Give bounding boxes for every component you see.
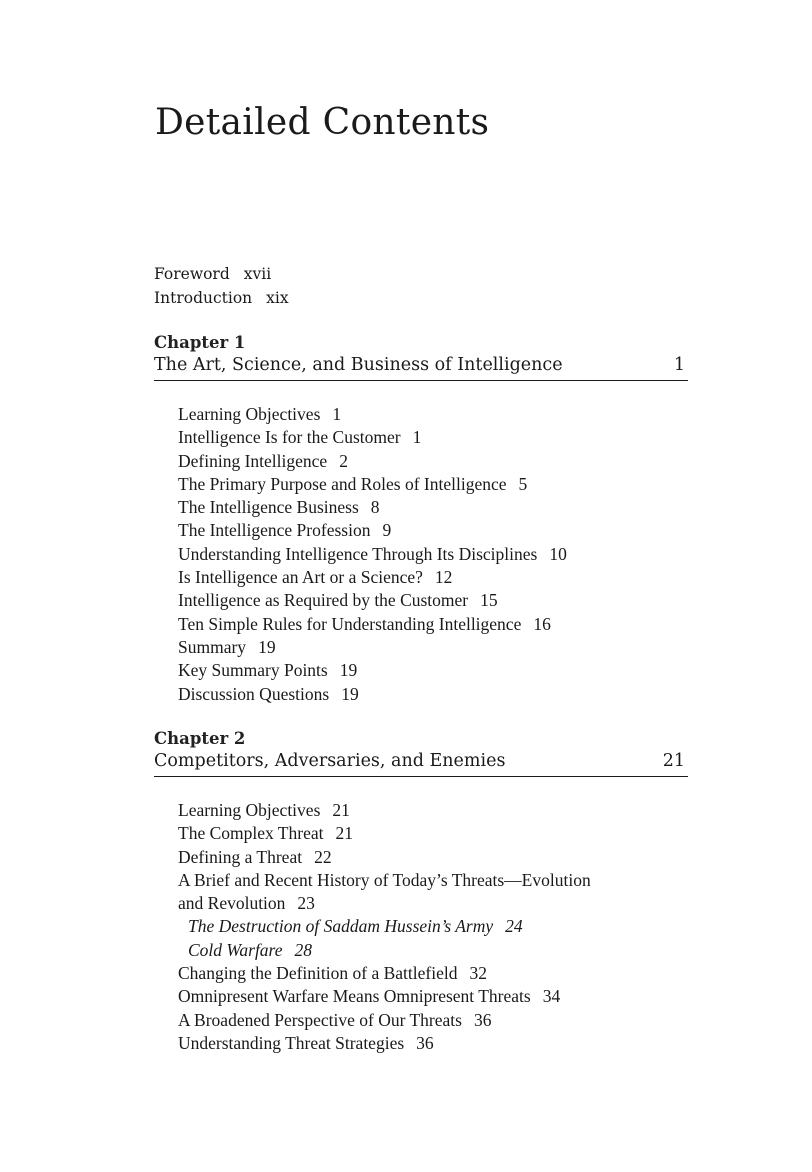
entry-page: 2 — [339, 450, 348, 471]
entry-page: 22 — [314, 846, 332, 867]
chapter-1-entries — [178, 403, 567, 706]
toc-entry[interactable] — [178, 519, 567, 542]
entry-label: and Revolution — [178, 893, 286, 914]
chapter-2-title: Competitors, Adversaries, and Enemies — [154, 751, 506, 771]
entry-page: 5 — [518, 473, 528, 494]
entry-page: 8 — [370, 497, 380, 518]
entry-page: xix — [266, 289, 289, 307]
entry-label: Intelligence as Required by the Customer — [178, 590, 469, 611]
entry-label: The Destruction of Saddam Hussein’s Army — [188, 916, 494, 937]
entry-label: Understanding Intelligence Through Its Disciplines — [178, 543, 538, 564]
toc-entry[interactable] — [178, 403, 567, 426]
entry-page: 21 — [335, 823, 353, 844]
entry-page: 16 — [533, 613, 551, 634]
entry-page: 21 — [332, 800, 350, 820]
entry-label: Omnipresent Warfare Means Omnipresent Threats — [178, 986, 531, 1007]
entry-label: Summary — [178, 636, 247, 657]
page-title: Detailed Contents — [155, 102, 490, 143]
toc-entry[interactable] — [178, 473, 567, 496]
chapter-2-heading[interactable] — [154, 751, 688, 777]
entry-label: Defining Intelligence — [178, 450, 328, 471]
entry-label: Discussion Questions — [178, 683, 330, 704]
entry-label: Key Summary Points — [178, 660, 328, 681]
entry-label: A Broadened Perspective of Our Threats — [178, 1009, 462, 1030]
toc-entry[interactable] — [178, 613, 567, 636]
entry-page: 24 — [505, 916, 523, 937]
entry-label: Understanding Threat Strategies — [178, 1032, 405, 1053]
entry-page: 36 — [416, 1032, 434, 1053]
toc-entry[interactable] — [178, 846, 591, 869]
entry-page: 19 — [258, 636, 276, 657]
toc-entry[interactable] — [178, 496, 567, 519]
entry-page: 34 — [542, 986, 561, 1007]
chapter-2-entries — [178, 799, 591, 1055]
toc-entry-foreword[interactable] — [154, 262, 289, 286]
front-matter — [154, 262, 289, 310]
entry-page: 1 — [332, 404, 342, 424]
toc-entry[interactable] — [178, 799, 591, 822]
entry-label: Learning Objectives — [178, 404, 321, 424]
chapter-1-label: Chapter 1 — [154, 333, 246, 352]
chapter-2-page: 21 — [662, 751, 685, 771]
entry-label: Is Intelligence an Art or a Science? — [178, 567, 423, 588]
toc-entry[interactable] — [178, 589, 567, 612]
toc-entry[interactable] — [178, 636, 567, 659]
entry-label: The Complex Threat — [178, 823, 324, 844]
toc-subentry[interactable] — [178, 915, 591, 938]
toc-entry-introduction[interactable] — [154, 286, 289, 310]
entry-label: The Intelligence Profession — [178, 520, 371, 541]
toc-entry[interactable] — [178, 659, 567, 682]
toc-entry[interactable] — [178, 822, 591, 845]
toc-entry[interactable] — [178, 450, 567, 473]
toc-subentry[interactable] — [178, 939, 591, 962]
entry-page: 10 — [549, 543, 567, 564]
entry-page: 12 — [434, 567, 453, 588]
toc-entry[interactable] — [178, 962, 591, 985]
entry-label: A Brief and Recent History of Today’s Threats—Evolution — [178, 869, 591, 890]
toc-entry[interactable] — [178, 892, 591, 915]
entry-page: 19 — [341, 683, 359, 704]
toc-entry[interactable] — [178, 543, 567, 566]
entry-label: Intelligence Is for the Customer — [178, 427, 401, 448]
entry-page: 36 — [473, 1009, 492, 1030]
entry-page: 9 — [382, 520, 392, 541]
entry-label: The Primary Purpose and Roles of Intelligence — [178, 473, 507, 494]
entry-page: xvii — [243, 265, 272, 283]
entry-label: Introduction — [154, 289, 253, 307]
chapter-2-label: Chapter 2 — [154, 729, 246, 748]
toc-entry[interactable] — [178, 566, 567, 589]
entry-label: The Intelligence Business — [178, 497, 359, 518]
entry-page: 15 — [480, 590, 498, 611]
entry-page: 28 — [294, 939, 312, 960]
entry-label: Defining a Threat — [178, 846, 303, 867]
entry-page: 1 — [412, 427, 422, 448]
entry-page: 23 — [297, 893, 315, 914]
toc-entry[interactable] — [178, 869, 591, 892]
entry-label: Learning Objectives — [178, 800, 321, 820]
toc-entry[interactable] — [178, 985, 591, 1008]
entry-label: Changing the Definition of a Battlefield — [178, 963, 458, 984]
chapter-1-heading[interactable] — [154, 355, 688, 381]
entry-label: Ten Simple Rules for Understanding Intelligence — [178, 613, 522, 634]
chapter-1-title: The Art, Science, and Business of Intelligence — [154, 355, 563, 375]
toc-entry[interactable] — [178, 1009, 591, 1032]
entry-label: Foreword — [154, 265, 230, 283]
entry-page: 32 — [469, 963, 487, 984]
toc-entry[interactable] — [178, 683, 567, 706]
entry-page: 19 — [339, 660, 358, 681]
toc-entry[interactable] — [178, 1032, 591, 1055]
entry-label: Cold Warfare — [188, 939, 283, 960]
chapter-1-page: 1 — [673, 355, 685, 375]
toc-entry[interactable] — [178, 426, 567, 449]
